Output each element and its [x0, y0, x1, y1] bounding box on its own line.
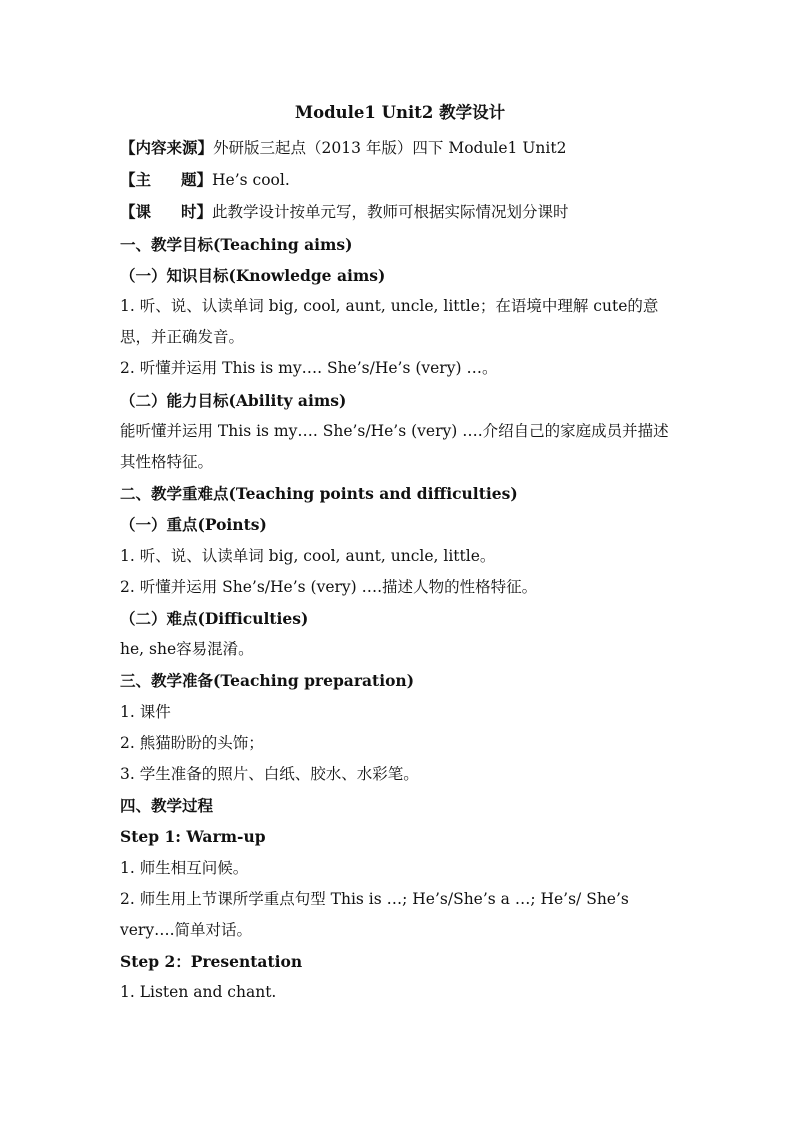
meta-period-value: 此教学设计按单元写，教师可根据实际情况划分课时: [212, 203, 569, 222]
preparation-item-1: 1. 课件: [120, 702, 171, 721]
knowledge-aims-item-1: 1. 听、说、认读单词 big, cool, aunt, uncle, little；在语境中理解 cute的意思，并正确发音。: [120, 297, 659, 347]
section-process-heading: 四、教学过程: [120, 796, 214, 816]
preparation-item-2: 2. 熊猫盼盼的头饰；: [120, 733, 264, 752]
meta-source-key: 【内容来源】: [120, 138, 214, 157]
section-preparation-heading: 三、教学准备(Teaching preparation): [120, 671, 415, 691]
section-aims-heading: 一、教学目标(Teaching aims): [120, 234, 353, 254]
meta-period-key-b: 时】: [181, 202, 213, 222]
step2-item-1: 1. Listen and chant.: [120, 983, 277, 1002]
meta-topic-value: He’s cool.: [212, 171, 290, 190]
knowledge-aims-heading: （一）知识目标(Knowledge aims): [120, 265, 386, 285]
step1-item-1: 1. 师生相互问候。: [120, 858, 249, 877]
meta-topic: [120, 164, 680, 196]
difficulties-heading: （二）难点(Difficulties): [120, 609, 309, 629]
section-points-heading: 二、教学重难点(Teaching points and difficulties): [120, 484, 518, 504]
points-item-1: 1. 听、说、认读单词 big, cool, aunt, uncle, little。: [120, 546, 496, 565]
step2-heading: Step 2：Presentation: [120, 952, 303, 972]
meta-period: [120, 196, 680, 228]
step1-heading: Step 1: Warm-up: [120, 827, 266, 847]
meta-period-key-a: 【课: [120, 202, 152, 222]
ability-aims-text: 能听懂并运用 This is my…. She’s/He’s (very) ….介绍自己的家庭成员并描述其性格特征。: [120, 421, 669, 472]
document-page: [120, 98, 680, 1009]
knowledge-aims-item-2: 2. 听懂并运用 This is my…. She’s/He’s (very) …。: [120, 359, 498, 378]
meta-source: [120, 132, 680, 164]
points-item-2: 2. 听懂并运用 She’s/He’s (very) ….描述人物的性格特征。: [120, 577, 538, 596]
meta-topic-key-a: 【主: [120, 170, 152, 190]
document-title: Module1 Unit2 教学设计: [294, 103, 506, 122]
meta-source-value: 外研版三起点（2013 年版）四下 Module1 Unit2: [213, 139, 567, 157]
points-heading: （一）重点(Points): [120, 515, 267, 535]
difficulties-text: he, she容易混淆。: [120, 640, 254, 659]
step1-item-2: 2. 师生用上节课所学重点句型 This is …; He’s/She’s a …; He’s/ She’s very….简单对话。: [120, 889, 629, 940]
ability-aims-heading: （二）能力目标(Ability aims): [120, 390, 347, 410]
meta-topic-key-b: 题】: [181, 170, 213, 190]
preparation-item-3: 3. 学生准备的照片、白纸、胶水、水彩笔。: [120, 765, 419, 784]
